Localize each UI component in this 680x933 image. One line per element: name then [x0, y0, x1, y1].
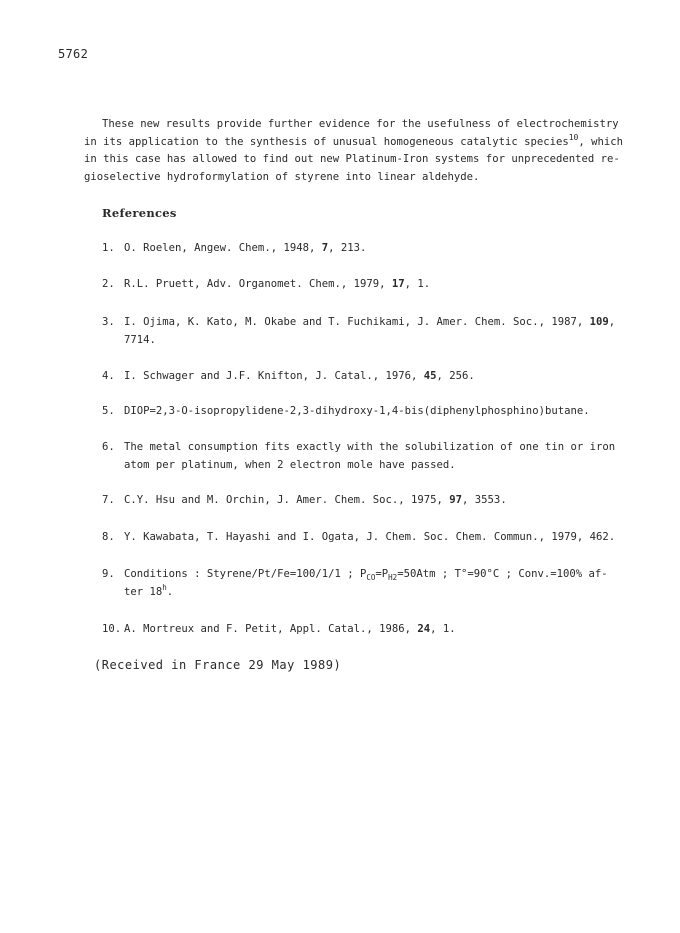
reference-text: The metal consumption fits exactly with the solubilization of one tin or iron	[124, 441, 616, 453]
reference-number: 6.	[102, 441, 115, 453]
reference-volume: 97	[449, 494, 463, 506]
reference-text: A. Mortreux and F. Petit, Appl. Catal., 1986,	[124, 623, 418, 635]
reference-text: Y. Kawabata, T. Hayashi and I. Ogata, J. Chem. Soc. Chem. Commun., 1979, 462.	[124, 531, 616, 543]
reference-text: I. Ojima, K. Kato, M. Okabe and T. Fuchikami, J. Amer. Chem. Soc., 1987,	[124, 316, 590, 328]
reference-text: , 3553.	[462, 494, 507, 506]
paragraph-line: gioselective hydroformylation of styrene into linear aldehyde.	[84, 170, 480, 183]
reference-continuation: 7714.	[124, 334, 156, 346]
reference-number: 9.	[102, 568, 115, 580]
reference-volume: 24	[417, 623, 431, 635]
received-date: (Received in France 29 May 1989)	[94, 658, 342, 672]
reference-number: 1.	[102, 242, 115, 254]
reference-volume: 17	[391, 278, 405, 290]
reference-number: 8.	[102, 531, 115, 543]
reference-volume: 7	[321, 242, 329, 254]
references-heading: References	[102, 206, 177, 220]
reference-item-10	[102, 620, 622, 638]
reference-volume: 109	[589, 316, 609, 328]
reference-item-8	[102, 528, 622, 546]
citation-superscript: 10	[568, 132, 579, 142]
reference-number: 4.	[102, 370, 115, 382]
conclusion-paragraph	[84, 116, 624, 186]
subscript: CO	[366, 573, 376, 582]
reference-text: =50Atm ; T°=90°C ; Conv.=100% af-	[397, 568, 608, 580]
paragraph-line: These new results provide further evidence for the usefulness of electrochemistry	[102, 118, 619, 130]
reference-item-9	[102, 565, 622, 601]
reference-item-3	[102, 313, 622, 349]
reference-text: , 256.	[436, 370, 475, 382]
reference-text: , 1.	[430, 623, 456, 635]
reference-text: I. Schwager and J.F. Knifton, J. Catal., 1976,	[124, 370, 424, 382]
reference-text: DIOP=2,3-O-isopropylidene-2,3-dihydroxy-1,4-bis(diphenylphosphino)butane.	[124, 405, 590, 417]
paragraph-text: in its application to the synthesis of unusual homogeneous catalytic species	[84, 135, 569, 148]
reference-item-4	[102, 367, 622, 385]
reference-volume: 45	[423, 370, 437, 382]
page-number: 5762	[58, 47, 89, 61]
reference-continuation	[102, 583, 622, 601]
reference-text: =P	[375, 568, 389, 580]
reference-item-5	[102, 402, 622, 420]
reference-text: Conditions : Styrene/Pt/Fe=100/1/1 ; P	[124, 568, 367, 580]
reference-text: R.L. Pruett, Adv. Organomet. Chem., 1979,	[124, 278, 392, 290]
paragraph-line	[84, 132, 624, 152]
reference-number: 3.	[102, 316, 115, 328]
reference-text: , 1.	[404, 278, 431, 290]
reference-text: .	[166, 586, 174, 598]
paragraph-line: in this case has allowed to find out new Platinum-Iron systems for unprecedented re-	[84, 153, 620, 165]
reference-number: 10.	[102, 623, 122, 635]
reference-text: C.Y. Hsu and M. Orchin, J. Amer. Chem. Soc., 1975,	[124, 494, 450, 506]
reference-text: O. Roelen, Angew. Chem., 1948,	[124, 242, 322, 254]
reference-number: 7.	[102, 494, 115, 506]
reference-item-1	[102, 239, 622, 257]
reference-text: ter 18	[124, 586, 163, 598]
superscript: h	[162, 583, 167, 592]
reference-continuation: atom per platinum, when 2 electron mole have passed.	[124, 459, 456, 471]
reference-number: 5.	[102, 405, 115, 417]
subscript: H2	[388, 573, 398, 582]
reference-text: ,	[608, 316, 616, 328]
reference-item-6	[102, 438, 622, 474]
reference-item-2	[102, 275, 622, 293]
paragraph-text: , which	[578, 135, 624, 148]
reference-number: 2.	[102, 278, 115, 290]
reference-item-7	[102, 491, 622, 509]
reference-text: , 213.	[328, 242, 367, 254]
